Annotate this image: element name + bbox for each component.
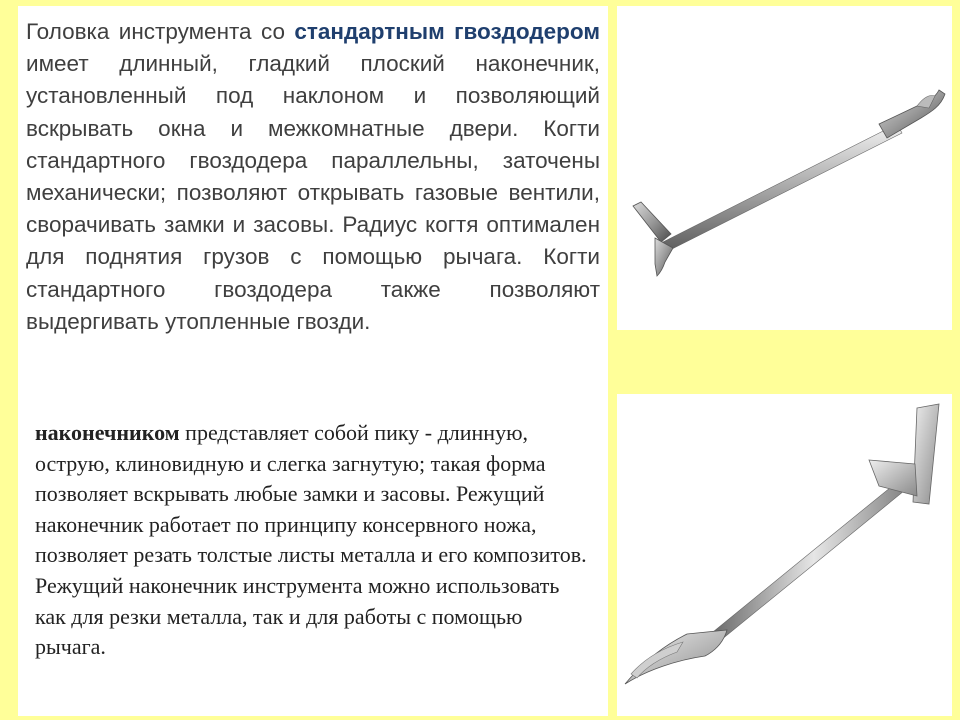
paragraph-cutting-tip — [35, 418, 595, 663]
paragraph-body: имеет длинный, гладкий плоский наконечник, установленный под наклоном и позволяющий вскрывать окна и межкомнатные двери. Когти стандартного гвоздодера параллельны, заточены механически; позволяют открывать газовые вентили, сворачивать замки и засовы. Радиус когтя оптимален для поднятия грузов с помощью рычага. Когти стандартного гвоздодера также позволяют выдергивать утопленные гвозди. — [26, 51, 600, 334]
highlight-cutting-tip: наконечником — [35, 420, 180, 445]
text-panel-cutting-tip — [18, 410, 608, 716]
text-panel-standard-claw — [18, 6, 608, 416]
paragraph-body-2: представляет собой пику - длинную, острую, клиновидную и слегка загнутую; такая форма позволяет вскрывать любые замки и засовы. Режущий наконечник работает по принципу консервного ножа, позволяет резать толстые листы металла и его композитов. Режущий наконечник инструмента можно использовать как для резки металла, так и для работы с помощью рычага. — [35, 420, 587, 660]
paragraph-intro: Головка инструмента со — [26, 19, 295, 44]
cutting-tool-illustration — [617, 394, 952, 716]
highlight-standard-claw: стандартным гвоздодером — [294, 19, 600, 44]
paragraph-standard-claw — [26, 16, 600, 338]
image-standard-claw-tool — [617, 6, 952, 330]
claw-tool-illustration — [617, 6, 952, 330]
image-cutting-tip-tool — [617, 394, 952, 716]
